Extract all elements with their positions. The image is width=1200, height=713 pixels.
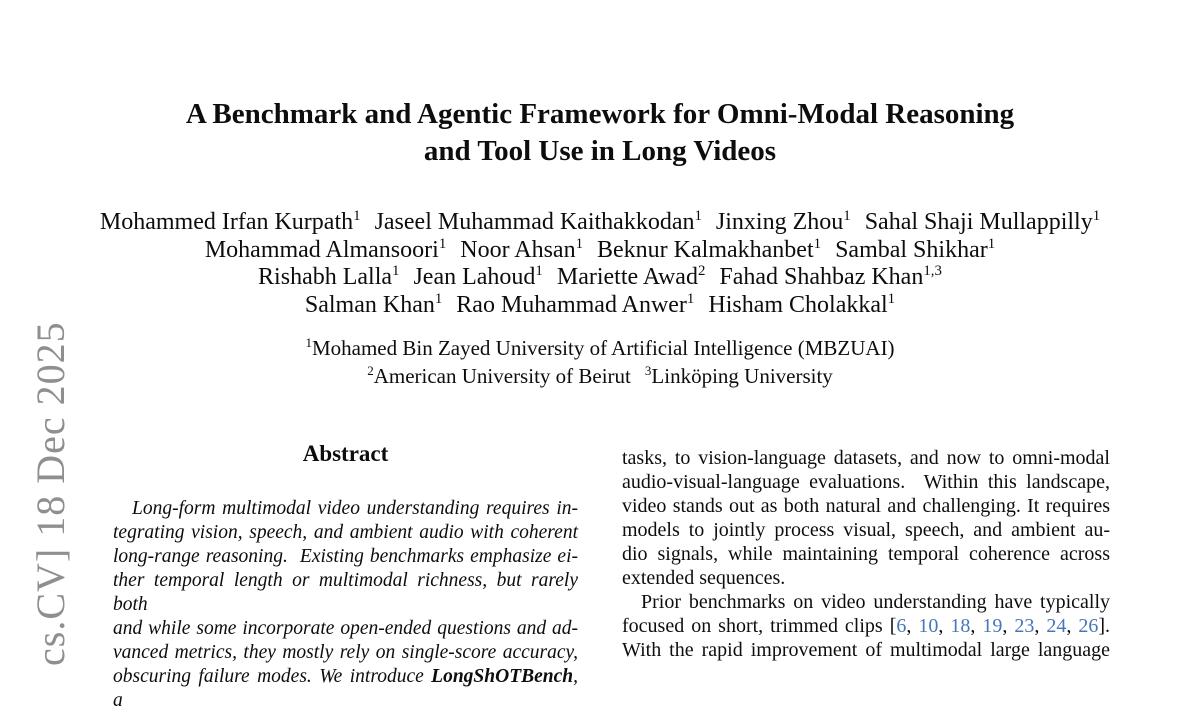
author-line-3	[0, 264, 1200, 292]
author-affil-sup: 1,3	[923, 263, 942, 279]
author-name-text: Salman Khan	[304, 291, 435, 318]
author-affil-sup: 1	[987, 235, 996, 252]
author-name-text: Mohammad Almansoori	[204, 236, 439, 263]
intro-line: extended sequences.	[622, 567, 786, 589]
arxiv-watermark: cs.CV] 18 Dec 2025	[28, 321, 73, 666]
author-name	[597, 237, 821, 263]
citation-sep: ,	[1002, 615, 1015, 637]
affiliation-line-2	[0, 362, 1200, 390]
affil-item	[367, 364, 631, 388]
affiliations	[0, 334, 1200, 390]
author-affil-sup: 1	[1092, 208, 1101, 224]
citation-sep: ,	[906, 615, 919, 637]
author-name	[835, 237, 995, 263]
author-name-text: Mariette Awad	[556, 264, 698, 290]
intro-line: Prior benchmarks on video understanding have typically	[641, 591, 1110, 613]
author-line-2	[0, 237, 1200, 265]
citation-ref: 24	[1046, 615, 1067, 637]
intro-line-partial: With the rapid improvement of multimodal large language	[622, 639, 1110, 661]
author-affil-sup: 1	[434, 290, 443, 307]
author-name-text: Fahad Shahbaz Khan	[719, 264, 924, 290]
intro-line: audio-visual-language evaluations. Within this landscape,	[622, 471, 1110, 493]
author-name-text: Hisham Cholakkal	[708, 291, 888, 318]
abstract-partial-post: , a	[113, 666, 578, 711]
affil-text: Linköping University	[651, 364, 833, 388]
author-affil-sup: 1	[686, 290, 695, 307]
abstract-line-partial	[113, 665, 578, 713]
author-name	[100, 209, 361, 235]
author-affil-sup: 1	[813, 235, 822, 252]
author-name	[456, 292, 694, 318]
affil-sup: 1	[305, 335, 312, 350]
author-name-text: Beknur Kalmakhanbet	[597, 236, 814, 263]
affil-text: American University of Beirut	[373, 364, 631, 388]
abstract-heading: Abstract	[302, 441, 389, 466]
author-name	[708, 292, 895, 318]
author-name	[258, 264, 399, 290]
author-name-text: Rishabh Lalla	[258, 264, 393, 290]
paper-title-line-1: A Benchmark and Agentic Framework for Omni-Modal Reasoning	[185, 98, 1015, 130]
intro-line: dio signals, while maintaining temporal coherence across	[622, 543, 1110, 565]
abstract-line: vanced metrics, they mostly rely on single-score accuracy,	[113, 642, 578, 663]
citation-ref: 26	[1078, 615, 1099, 637]
abstract-line: ther temporal length or multimodal richness, but rarely both	[113, 570, 578, 615]
paper-title	[0, 96, 1200, 170]
author-name	[557, 264, 706, 290]
author-name-text: Sahal Shaji Mullappilly	[864, 209, 1093, 235]
affil-text: Mohamed Bin Zayed University of Artificial Intelligence (MBZUAI)	[311, 336, 895, 360]
author-name-text: Jinxing Zhou	[715, 209, 844, 235]
abstract-line: long-range reasoning. Existing benchmarks emphasize ei-	[113, 546, 578, 567]
citation-prefix: focused on short, trimmed clips [	[622, 615, 897, 637]
author-name-text: Jaseel Muhammad Kaithakkodan	[374, 209, 695, 235]
author-affil-sup: 2	[697, 263, 706, 279]
author-line-4	[0, 292, 1200, 320]
citation-sep: ,	[970, 615, 983, 637]
author-affil-sup: 1	[438, 235, 447, 252]
author-name-text: Jean Lahoud	[413, 264, 536, 290]
citation-ref: 19	[982, 615, 1003, 637]
author-name	[716, 209, 851, 235]
author-affil-sup: 1	[392, 263, 400, 279]
author-affil-sup: 1	[353, 208, 361, 224]
citation-sep: ,	[1066, 615, 1079, 637]
abstract-line: Long-form multimodal video understanding requires in-	[132, 498, 578, 519]
citation-sep: ,	[938, 615, 951, 637]
author-name	[719, 264, 942, 290]
intro-line: video stands out as both natural and challenging. It requires	[622, 495, 1110, 517]
author-name	[413, 264, 542, 290]
author-name	[865, 209, 1100, 235]
intro-line: models to jointly process visual, speech, and ambient au-	[622, 519, 1110, 541]
author-name	[205, 237, 446, 263]
affil-sup: 3	[644, 363, 652, 378]
abstract-line: and while some incorporate open-ended questions and ad-	[113, 618, 578, 639]
author-affil-sup: 1	[694, 208, 702, 224]
citation-ref: 6	[896, 615, 907, 637]
citation-suffix: ].	[1098, 615, 1111, 637]
affil-sup: 2	[367, 363, 374, 378]
citation-ref: 18	[950, 615, 971, 637]
affiliation-line-1	[0, 334, 1200, 362]
intro-line: tasks, to vision-language datasets, and now to omni-modal	[622, 447, 1110, 469]
intro-column	[622, 446, 1110, 662]
author-affil-sup: 1	[575, 235, 584, 252]
citation-ref: 23	[1014, 615, 1035, 637]
author-name	[305, 292, 442, 318]
author-affil-sup: 1	[843, 208, 851, 224]
author-name-text: Noor Ahsan	[460, 236, 576, 263]
affil-item	[645, 364, 833, 388]
abstract-partial-pre: obscuring failure modes. We introduce	[113, 666, 432, 687]
author-name-text: Sambal Shikhar	[835, 236, 988, 263]
author-name	[460, 237, 583, 263]
author-affil-sup: 1	[535, 263, 543, 279]
benchmark-name: LongShOTBench	[431, 666, 574, 687]
citation-ref: 10	[918, 615, 939, 637]
abstract-body	[113, 497, 578, 713]
author-name	[375, 209, 702, 235]
intro-citation-line	[622, 614, 1110, 638]
author-name-text: Rao Muhammad Anwer	[456, 291, 687, 318]
abstract-line: tegrating vision, speech, and ambient audio with coherent	[113, 522, 578, 543]
author-line-1	[0, 209, 1200, 237]
paper-title-line-2: and Tool Use in Long Videos	[423, 135, 777, 167]
citation-sep: ,	[1034, 615, 1047, 637]
author-list	[0, 209, 1200, 319]
author-affil-sup: 1	[887, 290, 896, 307]
author-name-text: Mohammed Irfan Kurpath	[99, 209, 354, 235]
